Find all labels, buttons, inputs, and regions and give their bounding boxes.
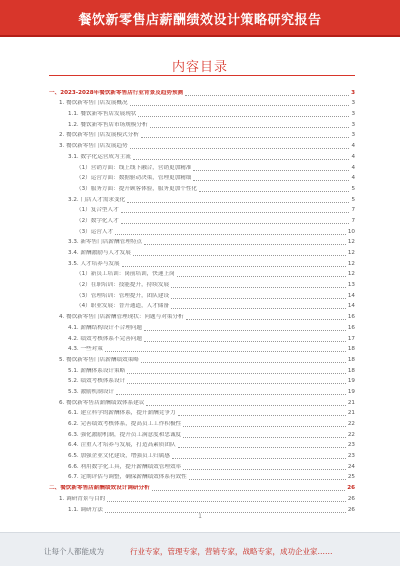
toc-entry-page: 26 (347, 506, 355, 513)
toc-entry[interactable] (49, 172, 355, 183)
toc-entry-page: 21 (347, 399, 355, 406)
toc-leader-dots (183, 432, 346, 438)
toc-leader-dots (121, 218, 350, 224)
toc-entry[interactable] (49, 278, 355, 289)
toc-entry-text: 3. 餐饮新零售门店发展趋势 (59, 143, 128, 150)
toc-entry[interactable] (49, 268, 355, 279)
toc-entry-text: 3.4. 薪酬激励与人才发展 (68, 250, 131, 256)
toc-entry-page: 13 (347, 282, 355, 289)
toc-leader-dots (199, 186, 349, 192)
toc-entry-page: 7 (351, 217, 355, 224)
toc-entry-text: 6.2. 完善绩效考核体系，提高员工工作积极性 (68, 421, 182, 427)
toc-leader-dots (171, 282, 346, 288)
toc-entry-text: （3）运营人才 (76, 228, 114, 235)
toc-title-rule (49, 75, 355, 76)
toc-entry-text: 6.1. 建立科学的薪酬体系，提升薪酬竞争力 (68, 410, 176, 417)
toc-entry-page: 5 (351, 196, 355, 203)
toc-leader-dots (127, 368, 346, 374)
toc-entry-page: 14 (347, 303, 355, 310)
toc-entry-page: 16 (347, 324, 355, 331)
toc-entry-page: 12 (347, 271, 355, 278)
toc-entry[interactable] (49, 460, 355, 471)
toc-entry-text: （2）运营方面：数据驱动决策，管理更加精细 (76, 175, 192, 182)
toc-leader-dots (186, 314, 346, 320)
table-of-contents (49, 86, 355, 514)
toc-entry[interactable] (49, 161, 355, 172)
toc-entry-page: 3 (351, 132, 355, 139)
toc-leader-dots (177, 271, 346, 277)
toc-entry-page: 5 (351, 185, 355, 192)
toc-entry[interactable] (49, 97, 355, 108)
toc-entry-page: 25 (347, 474, 355, 481)
toc-entry-text: 6.7. 定期评估与调整，确保薪酬绩效体系有效性 (68, 474, 187, 481)
toc-entry[interactable] (49, 449, 355, 460)
toc-entry-text: 4.3. 一些对策 (68, 346, 103, 353)
toc-entry-page: 18 (347, 367, 355, 374)
toc-entry-text: （3）管理培训：管理提升，团队建设 (76, 292, 170, 299)
toc-entry[interactable] (49, 375, 355, 386)
toc-leader-dots (116, 389, 346, 395)
toc-entry[interactable] (49, 310, 355, 321)
toc-entry[interactable] (49, 246, 355, 257)
page-number: 1 (198, 513, 202, 520)
toc-entry-text: （1）新员工培训：岗前培训，快速上岗 (76, 271, 175, 278)
toc-leader-dots (185, 90, 349, 96)
toc-entry[interactable] (49, 150, 355, 161)
toc-entry-text: 1.1. 餐饮新零售店发展现状 (68, 111, 137, 118)
toc-entry[interactable] (49, 139, 355, 150)
toc-entry-page: 21 (347, 410, 355, 417)
toc-leader-dots (138, 111, 349, 117)
toc-entry[interactable] (49, 321, 355, 332)
toc-entry[interactable] (49, 407, 355, 418)
toc-leader-dots (105, 507, 346, 513)
toc-entry-text: 6. 餐饮新零售店薪酬绩效体系建议 (59, 399, 145, 406)
toc-entry-page: 26 (347, 495, 355, 502)
toc-entry-text: （1）营销方面：线上线下融合，营销更加精准 (76, 164, 192, 171)
toc-entry-text: 4.1. 薪酬结构设计不合理问题 (68, 324, 142, 331)
toc-entry-page: 19 (347, 378, 355, 385)
footer-tagline: 行业专家，管理专家，营销专家，战略专家，成功企业家…… (130, 547, 333, 556)
toc-entry-page: 23 (347, 442, 355, 449)
toc-leader-dots (122, 261, 346, 267)
toc-leader-dots (127, 378, 346, 384)
toc-entry-text: 3.1. 数字化运营成为主流 (68, 153, 131, 160)
toc-leader-dots (178, 442, 346, 448)
toc-entry[interactable] (49, 182, 355, 193)
toc-leader-dots (193, 165, 349, 171)
toc-leader-dots (171, 303, 346, 309)
toc-leader-dots (141, 132, 350, 138)
toc-leader-dots (172, 453, 346, 459)
toc-entry-page: 23 (347, 453, 355, 460)
footer-banner (0, 532, 400, 566)
toc-entry[interactable] (49, 118, 355, 129)
toc-entry-page: 18 (347, 346, 355, 353)
toc-entry[interactable] (49, 225, 355, 236)
toc-entry[interactable] (49, 439, 355, 450)
header-banner (0, 0, 400, 37)
toc-entry-page: 14 (347, 292, 355, 299)
toc-leader-dots (183, 464, 346, 470)
toc-leader-dots (183, 421, 346, 427)
toc-entry-text: 4.2. 绩效考核体系不完善问题 (68, 335, 142, 342)
toc-entry[interactable] (49, 300, 355, 311)
toc-leader-dots (144, 239, 346, 245)
toc-entry-text: 6.6. 利用数字化工具，提升薪酬绩效管理效率 (68, 463, 182, 470)
toc-leader-dots (178, 410, 346, 416)
toc-leader-dots (189, 474, 346, 480)
header-stripe (0, 35, 400, 37)
toc-leader-dots (133, 154, 350, 160)
toc-leader-dots (107, 496, 346, 502)
toc-entry[interactable] (49, 236, 355, 247)
toc-entry[interactable] (49, 107, 355, 118)
toc-entry-page: 4 (351, 175, 355, 182)
toc-leader-dots (121, 207, 350, 213)
toc-entry-text: 5.1. 薪酬体系设计策略 (68, 367, 126, 374)
toc-leader-dots (152, 485, 346, 491)
toc-leader-dots (146, 400, 345, 406)
toc-entry-page: 18 (347, 356, 355, 363)
toc-entry[interactable] (49, 428, 355, 439)
toc-entry-page: 12 (347, 239, 355, 246)
toc-entry[interactable] (49, 204, 355, 215)
toc-entry[interactable] (49, 214, 355, 225)
toc-entry-page: 4 (351, 153, 355, 160)
toc-entry-text: 1. 餐饮新零售门店发展概况 (59, 100, 128, 107)
toc-entry-text: 一、2023-2028年餐饮新零售店行业背景及趋势预测 (49, 89, 184, 96)
toc-leader-dots (130, 100, 350, 106)
toc-entry-text: 5.2. 绩效考核体系设计 (68, 378, 126, 385)
toc-leader-dots (130, 143, 350, 149)
toc-entry-page: 12 (347, 260, 355, 267)
toc-entry-text: 1. 调研背景与目的 (59, 495, 106, 502)
toc-entry[interactable] (49, 86, 355, 97)
toc-entry-page: 19 (347, 388, 355, 395)
toc-entry-page: 3 (351, 111, 355, 118)
toc-entry-text: 5.3. 激励机制设计 (68, 388, 115, 395)
toc-entry[interactable] (49, 481, 355, 492)
toc-leader-dots (141, 357, 346, 363)
toc-entry-page: 4 (351, 143, 355, 150)
toc-entry-text: 二、餐饮新零售店薪酬绩效设计调研分析 (49, 485, 150, 492)
toc-entry[interactable] (49, 289, 355, 300)
toc-leader-dots (105, 346, 346, 352)
toc-entry[interactable] (49, 417, 355, 428)
toc-entry-text: 1.2. 餐饮新零售店市场规模分析 (68, 121, 148, 128)
toc-entry-page: 3 (351, 89, 355, 96)
toc-leader-dots (133, 250, 346, 256)
toc-entry-page: 22 (347, 431, 355, 438)
toc-entry-page: 16 (347, 314, 355, 321)
toc-entry-text: 2. 餐饮新零售门店发展模式分析 (59, 132, 139, 139)
toc-entry-page: 26 (347, 485, 355, 492)
toc-entry-text: 6.3. 强化激励机制，提升员工满意度和忠诚度 (68, 431, 182, 438)
toc-leader-dots (127, 197, 349, 203)
toc-entry-page: 24 (347, 463, 355, 470)
toc-entry[interactable] (49, 332, 355, 343)
report-title: 餐饮新零售店薪酬绩效设计策略研究报告 (78, 13, 322, 28)
footer-slogan: 让每个人都能成为 (44, 547, 104, 556)
toc-entry-text: 6.4. 注重人才培养与发展，打造高素质团队 (68, 442, 176, 449)
toc-entry[interactable] (49, 471, 355, 482)
toc-entry-page: 7 (351, 207, 355, 214)
toc-leader-dots (150, 122, 350, 128)
toc-entry[interactable] (49, 364, 355, 375)
toc-entry[interactable] (49, 492, 355, 503)
toc-entry-text: 6.5. 加强企业文化建设，增强员工归属感 (68, 453, 170, 460)
toc-entry-text: 5. 餐饮新零售门店薪酬绩效策略 (59, 356, 139, 363)
toc-entry-page: 4 (351, 164, 355, 171)
toc-title: 内容目录 (171, 60, 228, 75)
toc-entry-page: 17 (347, 335, 355, 342)
toc-entry-text: 3.3. 新零售门店薪酬管理特点 (68, 239, 142, 246)
toc-entry-text: 1.1. 调研方法 (68, 506, 103, 513)
toc-entry[interactable] (49, 343, 355, 354)
toc-entry-text: （1）复合型人才 (76, 207, 119, 214)
toc-entry-page: 10 (347, 228, 355, 235)
toc-entry-text: 3.5. 人才培养与发展 (68, 260, 120, 267)
toc-entry[interactable] (49, 353, 355, 364)
toc-entry[interactable] (49, 193, 355, 204)
toc-leader-dots (144, 325, 346, 331)
toc-entry[interactable] (49, 385, 355, 396)
toc-entry-text: （4）职业发展：晋升通道，人才储备 (76, 303, 170, 310)
toc-entry-text: 3.2. 门店人才需求变化 (68, 196, 126, 203)
toc-entry-text: （2）在职培训：技能提升，持续发展 (76, 282, 170, 289)
toc-entry[interactable] (49, 503, 355, 514)
toc-leader-dots (115, 229, 346, 235)
toc-entry[interactable] (49, 129, 355, 140)
toc-leader-dots (144, 336, 346, 342)
toc-entry[interactable] (49, 396, 355, 407)
toc-entry-page: 12 (347, 250, 355, 256)
toc-entry-page: 3 (351, 121, 355, 128)
toc-leader-dots (193, 175, 349, 181)
toc-entry-page: 3 (351, 100, 355, 107)
toc-entry-page: 22 (347, 421, 355, 427)
toc-entry[interactable] (49, 257, 355, 268)
toc-entry-text: 4. 餐饮新零售门店薪酬管理现状：问题与对策分析 (59, 314, 184, 321)
toc-entry-text: （2）数字化人才 (76, 217, 119, 224)
toc-leader-dots (171, 293, 346, 299)
toc-entry-text: （3）服务方面：提升顾客体验，服务更加个性化 (76, 185, 198, 192)
